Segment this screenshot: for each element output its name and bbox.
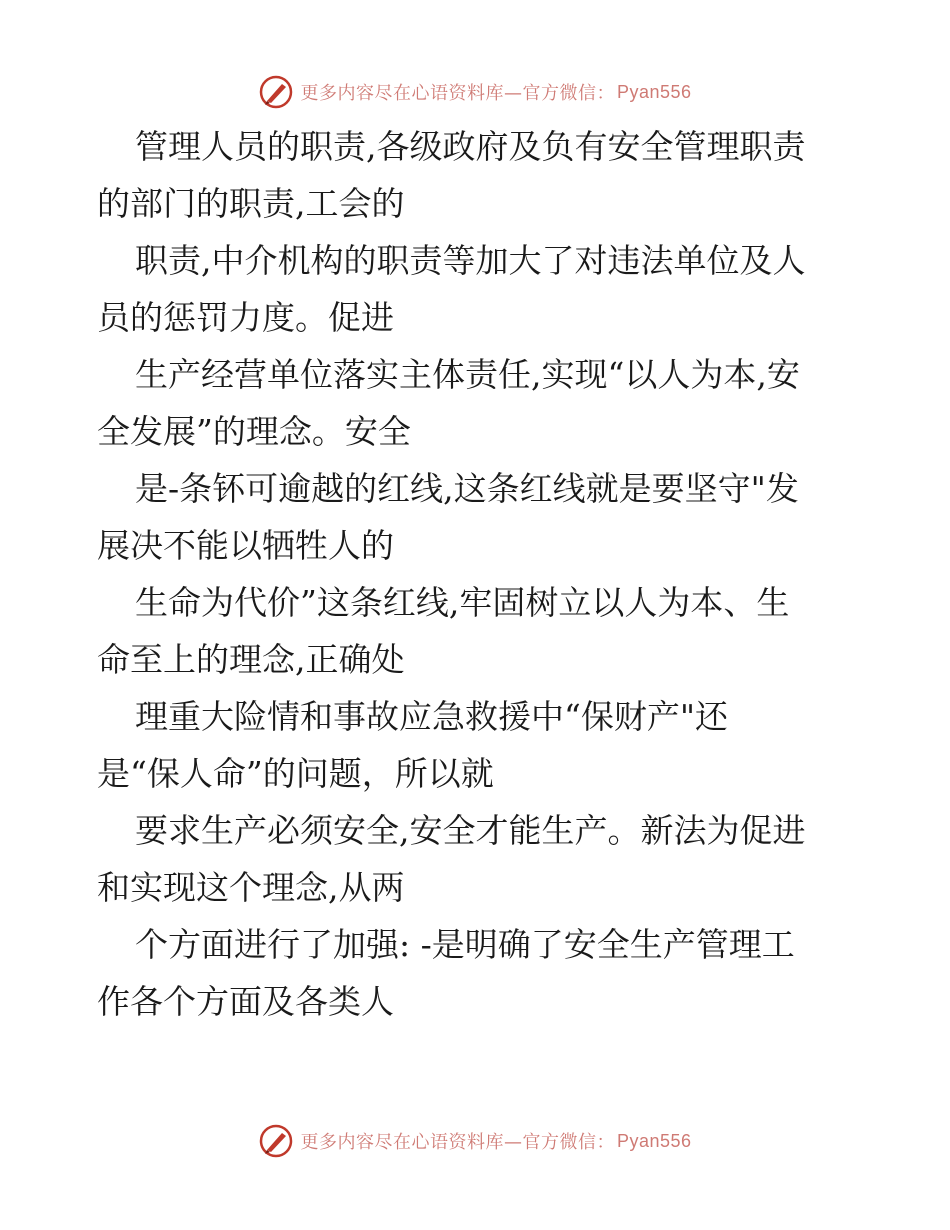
pen-logo-icon: [258, 1123, 294, 1159]
text-line: 全发展”的理念。安全: [97, 412, 411, 451]
text-line: 的部门的职责,工会的: [97, 184, 405, 223]
paragraph: [97, 118, 857, 232]
text-line: 是“保人命”的问题，所以就: [97, 754, 494, 793]
watermark-wechat-id: Pyan556: [616, 1130, 692, 1151]
pen-logo-icon: [258, 74, 294, 110]
text-line: 员的惩罚力度。促进: [97, 298, 394, 337]
watermark-header: [0, 72, 950, 112]
paragraph: [97, 460, 857, 574]
watermark-text: 更多内容尽在心语资料库—官方微信：: [300, 1132, 615, 1153]
paragraph: [97, 232, 857, 346]
text-line: 管理人员的职责,各级政府及负有安全管理职责: [135, 127, 806, 166]
text-line: 生产经营单位落实主体责任,实现“以人为本,安: [135, 355, 800, 394]
text-line: 理重大险情和事故应急救援中“保财产"还: [135, 697, 729, 736]
text-line: 和实现这个理念,从两: [97, 868, 405, 907]
paragraph: [97, 916, 857, 1030]
text-line: 是-条钚可逾越的红线,这条红线就是要坚守"发: [135, 469, 799, 508]
text-line: 展决不能以牺牲人的: [97, 526, 394, 565]
document-body: [97, 118, 857, 1030]
watermark-wechat-id: Pyan556: [616, 81, 692, 102]
paragraph: [97, 688, 857, 802]
text-line: 命至上的理念,正确处: [97, 640, 405, 679]
text-line: 作各个方面及各类人: [97, 982, 394, 1021]
paragraph: [97, 346, 857, 460]
text-line: 个方面进行了加强: -是明确了安全生产管理工: [135, 925, 795, 964]
watermark-footer: [0, 1121, 950, 1161]
paragraph: [97, 574, 857, 688]
text-line: 要求生产必须安全,安全才能生产。新法为促进: [135, 811, 806, 850]
paragraph: [97, 802, 857, 916]
text-line: 职责,中介机构的职责等加大了对违法单位及人: [135, 241, 806, 280]
text-line: 生命为代价”这条红线,牢固树立以人为本、生: [135, 583, 790, 622]
watermark-text: 更多内容尽在心语资料库—官方微信：: [300, 83, 615, 104]
